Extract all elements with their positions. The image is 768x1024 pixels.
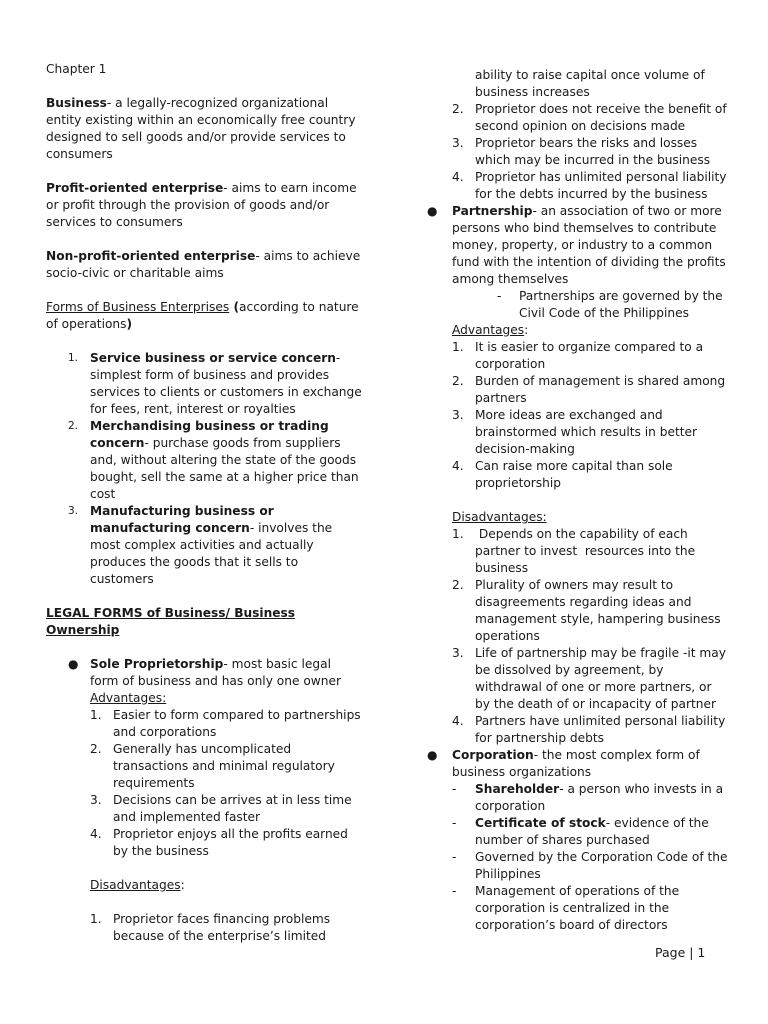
label-text: Advantages <box>452 323 525 337</box>
bullet-sole-proprietorship <box>46 656 362 945</box>
item-number: 4. <box>452 170 464 184</box>
item-number: 2. <box>452 374 464 388</box>
bullet-corporation <box>427 747 730 934</box>
label-text: Disadvantages <box>90 878 181 892</box>
list-item <box>90 741 362 792</box>
item-number: 4. <box>90 827 102 841</box>
definition-text: - aims to achieve socio-civic or charitable aims <box>46 249 361 280</box>
item-text: It is easier to organize compared to a corporation <box>475 340 704 371</box>
note-text: Partnerships are governed by the Civil Code of the Philippines <box>519 289 723 320</box>
item-text: Life of partnership may be fragile -it may be dissolved by agreement, by withdrawal of one or more partners, or by the death of or incapacity of partner <box>475 646 726 711</box>
definition-text: - a legally-recognized organizational entity existing within an economically free country designed to sell goods and/or provide services to consumers <box>46 96 356 161</box>
item-text: - a person who invests in a corporation <box>475 782 724 813</box>
item-text: Proprietor faces financing problems because of the enterprise’s limited <box>113 912 331 943</box>
definition-text: - an association of two or more persons who bind themselves to contribute money, property, or industry to a common fund with the intention of dividing the profits among themselves <box>452 204 726 286</box>
item-number: 2. <box>90 742 102 756</box>
list-item <box>452 526 730 577</box>
forms-list <box>46 350 362 588</box>
term: Profit-oriented enterprise <box>46 181 224 195</box>
bullet-partnership <box>427 203 730 747</box>
corporation-notes <box>452 781 730 934</box>
term: Non-profit-oriented enterprise <box>46 249 256 263</box>
advantages-label: Advantages: <box>90 691 167 705</box>
list-item <box>430 135 730 169</box>
disadvantages-label <box>90 877 362 894</box>
item-number: 4. <box>452 459 464 473</box>
item-text: - involves the most complex activities and actually produces the goods that it sells to customers <box>90 521 333 586</box>
item-number: 2. <box>452 578 464 592</box>
dash-mark: - <box>452 884 457 898</box>
list-item <box>46 418 362 503</box>
item-text: Proprietor does not receive the benefit of second opinion on decisions made <box>475 102 727 133</box>
list-item <box>452 339 730 373</box>
list-item <box>90 792 362 826</box>
heading-text: Forms of Business Enterprises <box>46 300 230 314</box>
chapter-title: Chapter 1 <box>46 62 107 76</box>
item-text: Generally has uncomplicated transactions and minimal regulatory requirements <box>113 742 335 790</box>
advantages-label <box>452 322 730 339</box>
item-text: Proprietor bears the risks and losses which may be incurred in the business <box>475 136 711 167</box>
paren-close: ) <box>126 317 133 331</box>
list-item <box>46 350 362 418</box>
definition-text: - the most complex form of business organizations <box>452 748 700 779</box>
bullet-icon: ● <box>68 657 79 671</box>
list-item <box>90 707 362 741</box>
item-number: 1. <box>68 352 79 364</box>
item-text: - evidence of the number of shares purchased <box>475 816 709 847</box>
item-text: Decisions can be arrives at in less time and implemented faster <box>113 793 352 824</box>
definition-text: - aims to earn income or profit through the provision of goods and/or services to consumers <box>46 181 357 229</box>
list-item <box>452 373 730 407</box>
list-item <box>430 169 730 203</box>
item-number: 1. <box>90 708 102 722</box>
item-number: 3. <box>68 505 79 517</box>
list-item <box>452 407 730 458</box>
dash-mark: - <box>497 289 502 303</box>
term: Shareholder <box>475 782 560 796</box>
list-item <box>452 458 730 492</box>
item-text: Depends on the capability of each partner to invest resources into the business <box>475 527 699 575</box>
item-number: 2. <box>68 420 79 432</box>
definition-text: - most basic legal form of business and has only one owner <box>90 657 341 688</box>
list-item <box>90 911 362 945</box>
label-colon: : <box>524 323 529 337</box>
left-column <box>46 61 362 945</box>
list-item <box>452 645 730 713</box>
sole-advantages-list <box>90 707 362 860</box>
list-item <box>46 503 362 588</box>
partnership-disadvantages-list <box>452 526 730 747</box>
item-number: 3. <box>90 793 102 807</box>
term: Certificate of stock <box>475 816 606 830</box>
item-number: 3. <box>452 408 464 422</box>
paren-open: ( <box>229 300 240 314</box>
item-text: Easier to form compared to partnerships and corporations <box>113 708 361 739</box>
term: Merchandising business or trading concern <box>90 419 329 450</box>
right-column <box>427 67 730 934</box>
term: Sole Proprietorship <box>90 657 224 671</box>
item-text: - purchase goods from suppliers and, without altering the state of the goods bought, sell the same at a higher price than cost <box>90 436 359 501</box>
forms-heading <box>46 299 362 333</box>
list-item <box>452 849 730 883</box>
item-number: 4. <box>452 714 464 728</box>
item-text: Can raise more capital than sole proprietorship <box>475 459 673 490</box>
dash-mark: - <box>452 816 457 830</box>
page-number: Page | 1 <box>655 945 706 960</box>
dash-mark: - <box>452 850 457 864</box>
item-text: Proprietor enjoys all the profits earned by the business <box>113 827 348 858</box>
list-item <box>452 713 730 747</box>
label-text: Disadvantages: <box>452 510 547 524</box>
item-text: Governed by the Corporation Code of the Philippines <box>475 850 728 881</box>
definition-non-profit-oriented <box>46 248 362 282</box>
definition-profit-oriented <box>46 180 362 231</box>
list-item <box>452 577 730 645</box>
list-item <box>452 781 730 815</box>
continued-text: ability to raise capital once volume of business increases <box>475 68 705 99</box>
disadvantages-label <box>452 509 730 526</box>
item-text: Proprietor has unlimited personal liability for the debts incurred by the business <box>475 170 727 201</box>
heading-subtext: according to nature of operations <box>46 300 359 331</box>
term: Business <box>46 96 107 110</box>
bullet-icon: ● <box>427 204 438 218</box>
item-number: 2. <box>452 102 464 116</box>
partnership-advantages-list <box>452 339 730 492</box>
item-text: Management of operations of the corporation is centralized in the corporation’s board of directors <box>475 884 680 932</box>
bullet-icon: ● <box>427 748 438 762</box>
list-item <box>452 815 730 849</box>
list-item <box>430 101 730 135</box>
item-number: 1. <box>452 340 464 354</box>
item-text: - simplest form of business and provides services to clients or customers in exchange for fees, rent, interest or royalties <box>90 351 362 416</box>
list-item <box>452 883 730 934</box>
list-item <box>90 826 362 860</box>
item-text: Burden of management is shared among partners <box>475 374 726 405</box>
partnership-note <box>452 288 730 322</box>
item-text: More ideas are exchanged and brainstormed which results in better decision-making <box>475 408 698 456</box>
item-text: Partners have unlimited personal liability for partnership debts <box>475 714 726 745</box>
label-colon: : <box>180 878 185 892</box>
item-number: 3. <box>452 646 464 660</box>
item-text: Plurality of owners may result to disagreements regarding ideas and management style, hampering business operations <box>475 578 721 643</box>
item-number: 1. <box>90 912 102 926</box>
dash-mark: - <box>452 782 457 796</box>
sole-disadvantages-list <box>430 101 730 203</box>
term: Partnership <box>452 204 533 218</box>
heading-text: LEGAL FORMS of Business/ Business Ownership <box>46 606 296 637</box>
item-number: 3. <box>452 136 464 150</box>
legal-forms-heading <box>46 605 362 639</box>
term: Service business or service concern <box>90 351 336 365</box>
definition-business <box>46 95 362 163</box>
term: Corporation <box>452 748 534 762</box>
item-number: 1. <box>452 527 464 541</box>
term: Manufacturing business or manufacturing concern <box>90 504 274 535</box>
